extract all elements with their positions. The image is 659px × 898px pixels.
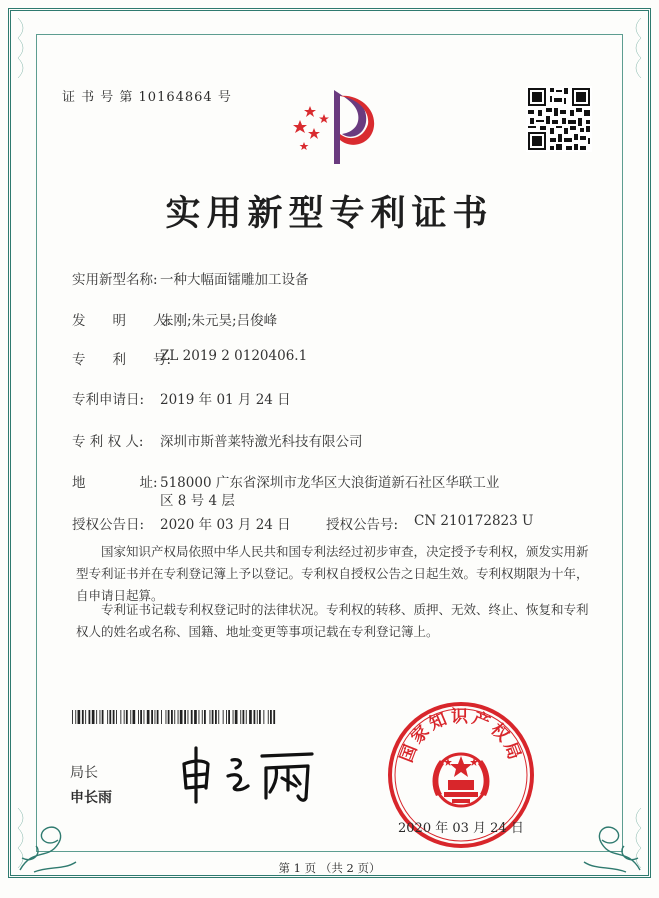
barcode	[72, 710, 304, 724]
bureau-director-name: 申长雨	[70, 790, 112, 806]
patentee-value: 深圳市斯普莱特激光科技有限公司	[160, 434, 363, 450]
legal-status-paragraph: 专利证书记载专利权登记时的法律状况。专利权的转移、质押、无效、终止、恢复和专利权人的姓名或名称、国籍、地址变更等事项记载在专利登记簿上。	[76, 602, 589, 639]
patent-number-value: ZL 2019 2 0120406.1	[160, 348, 308, 364]
address-line-1: 518000 广东省深圳市龙华区大浪街道新石社区华联工业	[160, 475, 500, 491]
grant-number-value: CN 210172823 U	[414, 513, 534, 529]
inventor-value: 朱刚;朱元昊;吕俊峰	[160, 313, 278, 329]
bureau-director-title: 局长	[70, 765, 98, 781]
name-label: 实用新型名称:	[72, 272, 158, 288]
director-signature	[170, 738, 330, 810]
grant-date-label: 授权公告日:	[72, 517, 145, 533]
filing-date-label: 专利申请日:	[72, 392, 145, 408]
seal-text: 国家知识产权局	[396, 707, 526, 766]
page-number: 第 1 页 （共 2 页）	[278, 861, 381, 875]
certificate-number: 证 书 号 第 10164864 号	[62, 90, 232, 105]
address-label: 地 址:	[72, 475, 158, 491]
patentee-label: 专 利 权 人:	[72, 434, 144, 450]
seal-date: 2020 年 03 月 24 日	[398, 821, 524, 836]
filing-date-value: 2019 年 01 月 24 日	[160, 392, 291, 408]
name-value: 一种大幅面镭雕加工设备	[160, 272, 309, 288]
cnipa-logo-icon	[284, 82, 384, 172]
certificate-title: 实用新型专利证书	[165, 194, 494, 234]
inventor-label: 发 明 人:	[72, 313, 172, 329]
address-line-2: 区 8 号 4 层	[160, 493, 235, 509]
grant-date-value: 2020 年 03 月 24 日	[160, 517, 291, 533]
grant-statement-paragraph: 国家知识产权局依照中华人民共和国专利法经过初步审查，决定授予专利权，颁发实用新型专利证书并在专利登记簿上予以登记。专利权自授权公告之日起生效。专利权期限为十年，自申请日起算。	[76, 544, 589, 603]
grant-number-label: 授权公告号:	[326, 517, 399, 533]
patent-number-label: 专 利 号:	[72, 352, 172, 368]
qr-code	[526, 86, 592, 152]
